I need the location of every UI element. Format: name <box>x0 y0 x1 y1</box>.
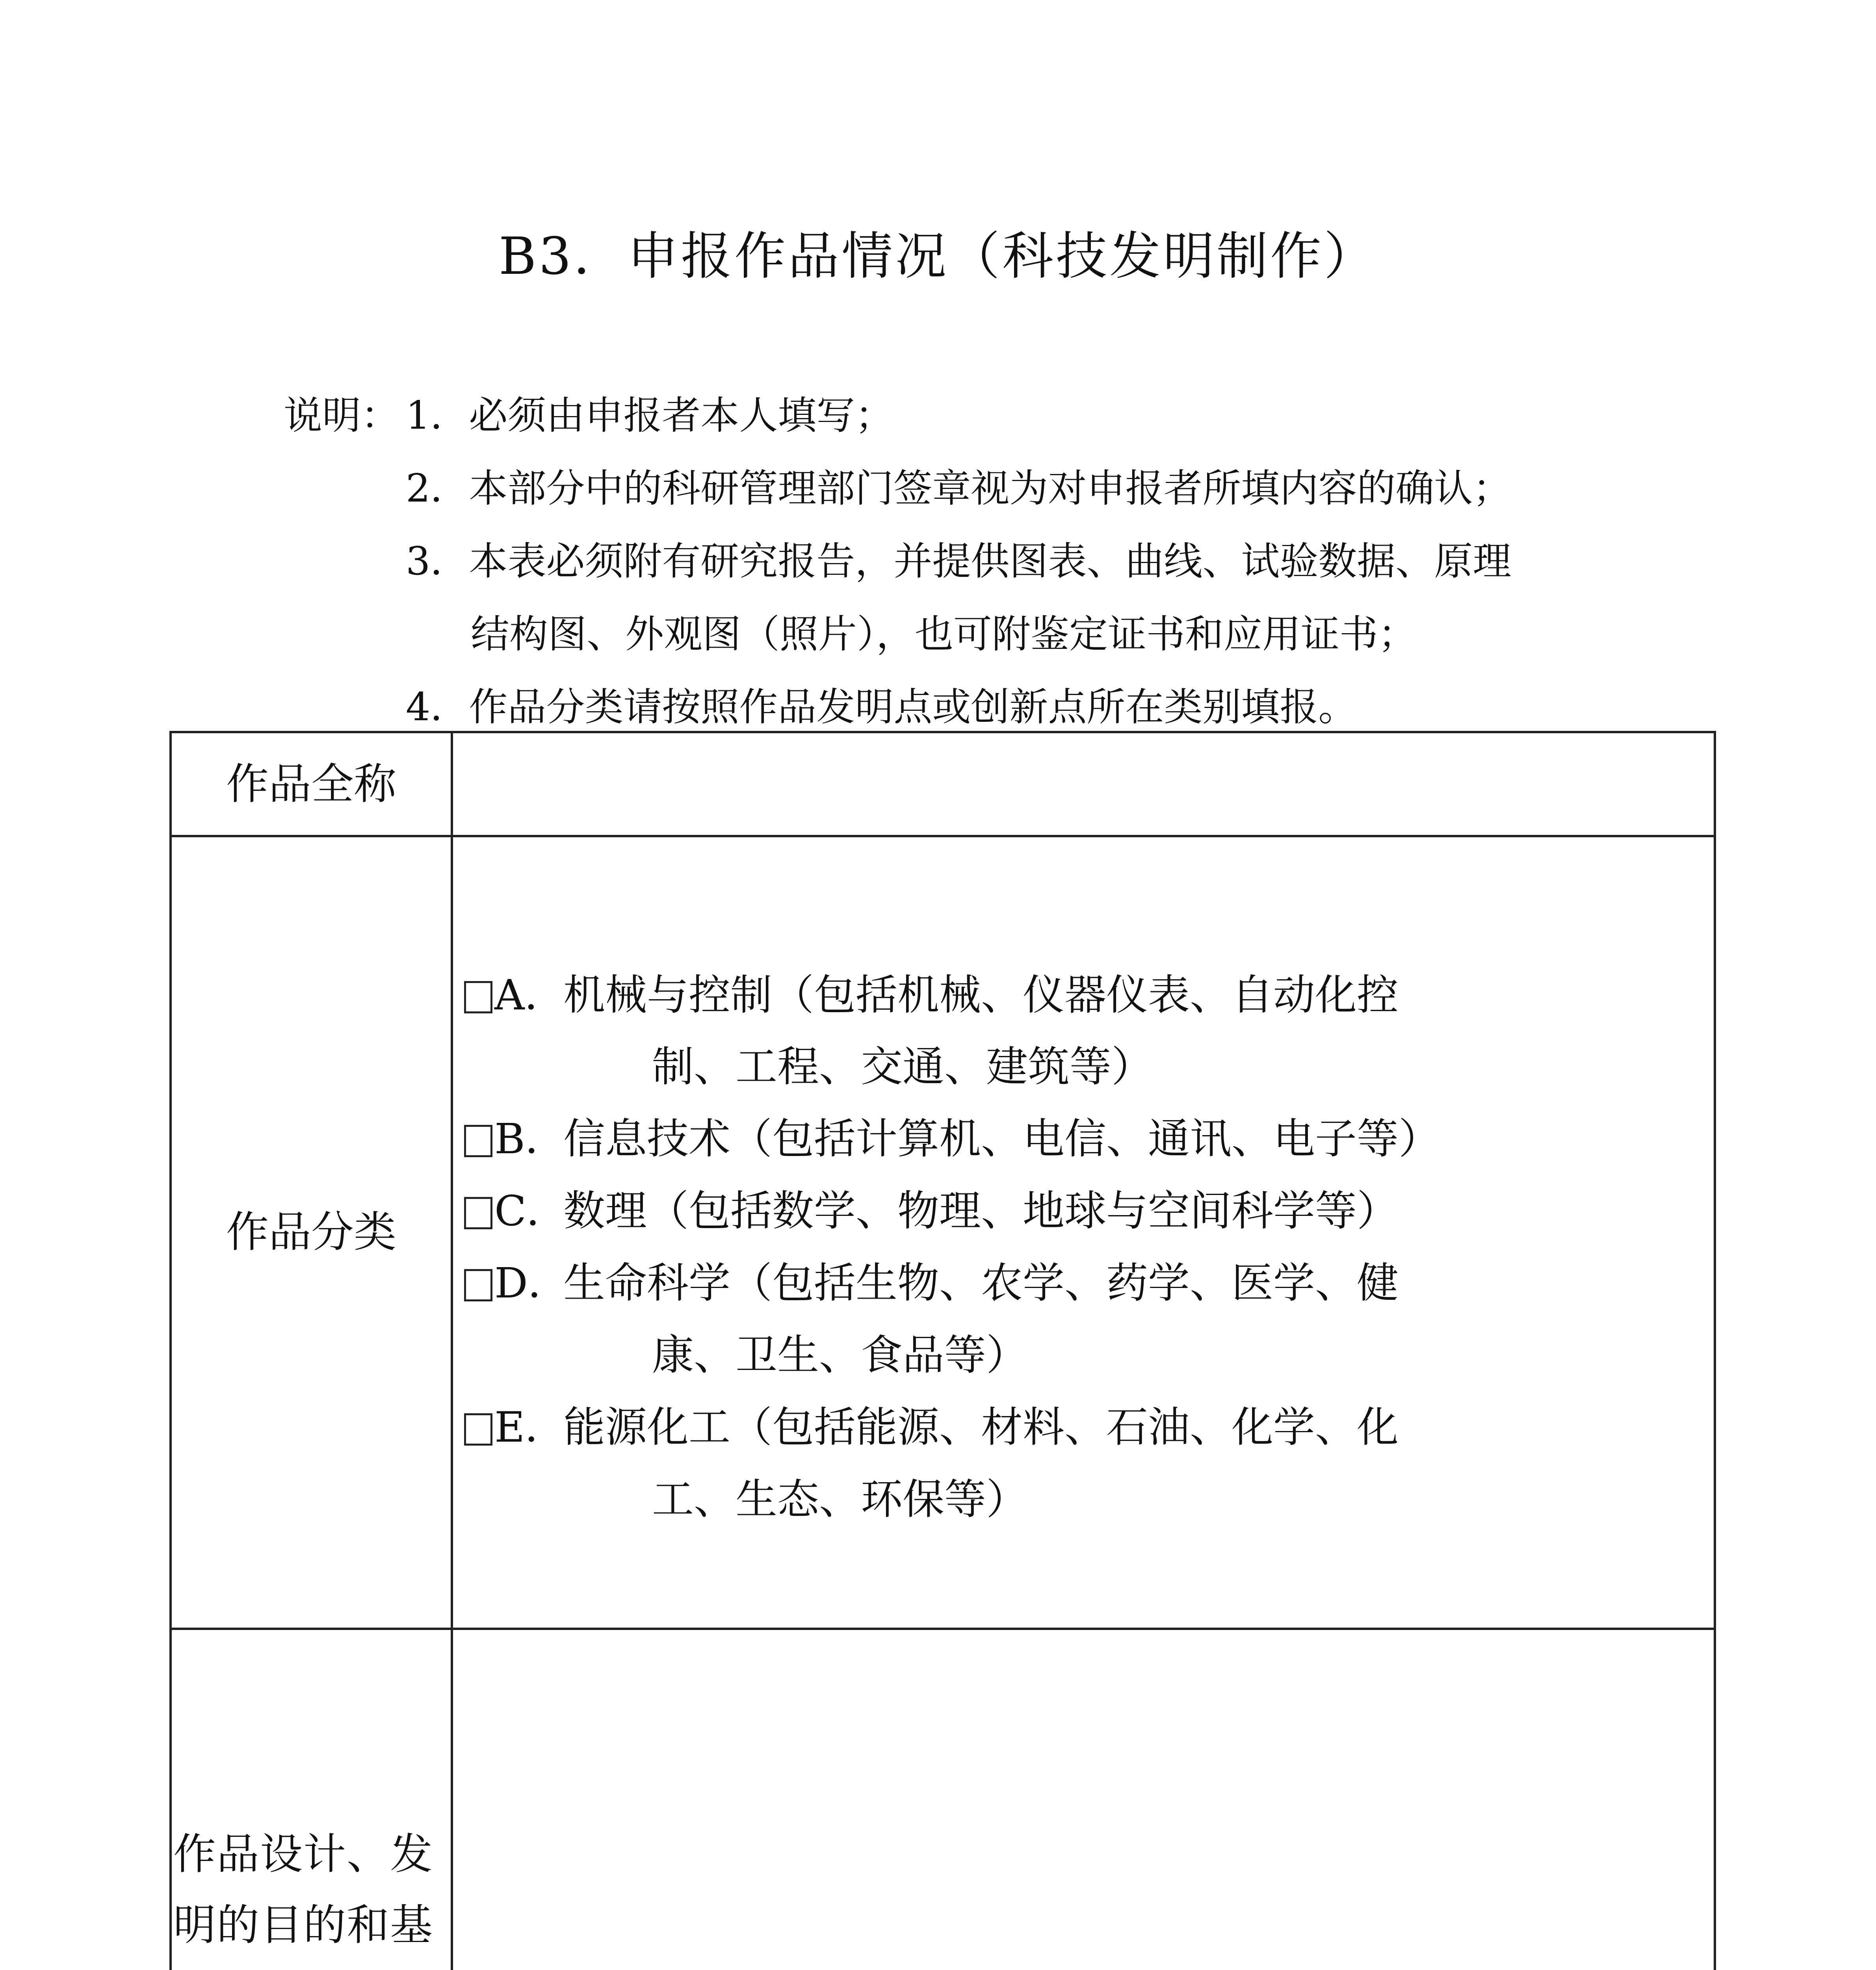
category-c-letter: C． <box>494 1187 568 1235</box>
table-row-design-description <box>172 1630 1714 1970</box>
category-e-checkbox[interactable] <box>464 1413 492 1446</box>
category-options-cell <box>453 837 1714 1628</box>
category-e-label-continued: 工、生态、环保等） <box>652 1475 1028 1524</box>
category-a-label: 机械与控制（包括机械、仪器仪表、自动化控 <box>563 971 1399 1019</box>
category-b-checkbox[interactable] <box>464 1125 492 1157</box>
instructions <box>0 0 1876 749</box>
application-form-table <box>169 731 1716 1970</box>
design-description-label-cell <box>172 1630 453 1970</box>
category-label: 作品分类 <box>226 1208 396 1257</box>
design-description-field[interactable] <box>453 1630 1714 1970</box>
work-name-label: 作品全称 <box>226 760 396 809</box>
category-e-label: 能源化工（包括能源、材料、石油、化学、化 <box>563 1403 1399 1451</box>
category-option-list <box>453 837 1714 1628</box>
design-description-label: 作品设计、发明的目的和基 <box>173 1830 434 1950</box>
instructions-prefix: 说明： <box>284 393 400 438</box>
category-c-checkbox[interactable] <box>464 1197 492 1229</box>
category-b-letter: B． <box>494 1115 567 1163</box>
category-d-checkbox[interactable] <box>464 1269 492 1301</box>
category-c-label: 数理（包括数学、物理、地球与空间科学等） <box>563 1187 1399 1235</box>
category-a-label-continued: 制、工程、交通、建筑等） <box>652 1043 1153 1091</box>
category-d-letter: D． <box>494 1259 570 1307</box>
category-a-letter: A． <box>494 971 567 1019</box>
instruction-item-3: 3．本表必须附有研究报告，并提供图表、曲线、试验数据、原理 <box>406 539 1512 584</box>
work-name-label-cell <box>172 733 453 835</box>
category-d-label-continued: 康、卫生、食品等） <box>652 1331 1028 1379</box>
instruction-item-3-continued: 结构图、外观图（照片），也可附鉴定证书和应用证书； <box>471 612 1417 657</box>
category-e-letter: E． <box>494 1403 567 1451</box>
work-name-field[interactable] <box>453 733 1714 835</box>
category-a-checkbox[interactable] <box>464 981 492 1013</box>
table-row-work-name <box>172 733 1714 837</box>
category-label-cell <box>172 837 453 1628</box>
table-row-category <box>172 837 1714 1630</box>
instruction-item-1: 1．必须由申报者本人填写； <box>406 393 894 438</box>
page-title: B3．申报作品情况（科技发明制作） <box>498 226 1378 286</box>
instruction-item-4: 4．作品分类请按照作品发明点或创新点所在类别填报。 <box>406 685 1357 730</box>
category-b-label: 信息技术（包括计算机、电信、通讯、电子等） <box>563 1115 1440 1163</box>
category-d-label: 生命科学（包括生物、农学、药学、医学、健 <box>563 1259 1399 1307</box>
instruction-item-2: 2．本部分中的科研管理部门签章视为对申报者所填内容的确认； <box>406 466 1512 511</box>
